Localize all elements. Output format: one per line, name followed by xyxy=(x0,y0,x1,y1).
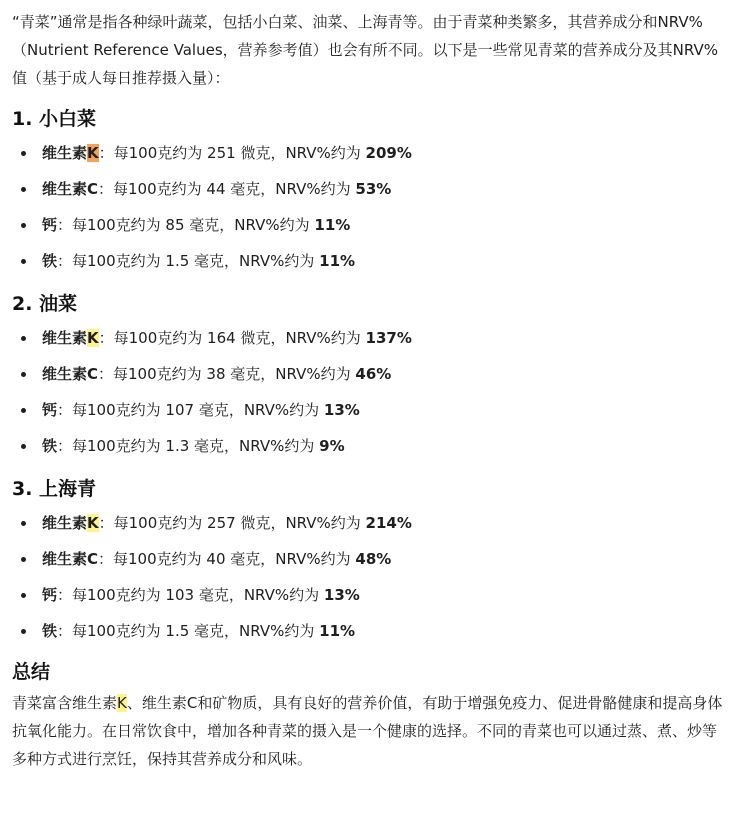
nutrient-name: 铁 xyxy=(42,622,58,640)
list-item xyxy=(12,356,723,392)
highlight-mark-active[interactable]: K xyxy=(87,144,99,162)
section-title: 2. 油菜 xyxy=(12,293,78,315)
nutrient-name: 维生素 xyxy=(42,329,88,347)
section-title: 1. 小白菜 xyxy=(12,108,97,130)
summary-title: 总结 xyxy=(12,661,51,683)
nutrient-detail: ：每100克约为 251 微克，NRV%约为 xyxy=(98,144,366,162)
nutrient-name: 维生素C xyxy=(42,365,99,383)
nrv-percent: 46% xyxy=(355,365,392,383)
list-item xyxy=(12,505,723,541)
nutrient-detail: ：每100克约为 85 毫克，NRV%约为 xyxy=(57,216,315,234)
section-youcai xyxy=(12,291,723,464)
summary-paragraph xyxy=(12,689,723,773)
intro-paragraph: “青菜”通常是指各种绿叶蔬菜，包括小白菜、油菜、上海青等。由于青菜种类繁多，其营养成分和NRV%（Nutrient Reference Values，营养参考值）也会有所不同。以下是一些常见青菜的营养成分及其NRV%值（基于成人每日推荐摄入量）： xyxy=(12,13,718,87)
highlight-mark[interactable]: K xyxy=(87,514,99,532)
list-item xyxy=(12,207,723,243)
nutrient-name: 钙 xyxy=(42,586,58,604)
nutrient-name: 钙 xyxy=(42,216,58,234)
highlight-mark[interactable]: K xyxy=(117,694,127,712)
nrv-percent: 9% xyxy=(319,437,345,455)
nrv-percent: 13% xyxy=(323,401,360,419)
list-item xyxy=(12,171,723,207)
section-xiaobaicai xyxy=(12,106,723,279)
summary-section xyxy=(12,659,723,773)
summary-text-rest: 、维生素C和矿物质，具有良好的营养价值，有助于增强免疫力、促进骨骼健康和提高身体抗氧化能力。在日常饮食中，增加各种青菜的摄入是一个健康的选择。不同的青菜也可以通过蒸、煮、炒等多种方式进行烹饪，保持其营养成分和风味。 xyxy=(12,694,723,768)
nrv-percent: 53% xyxy=(355,180,392,198)
nutrient-detail: ：每100克约为 38 毫克，NRV%约为 xyxy=(98,365,356,383)
list-item xyxy=(12,613,723,649)
nrv-percent: 209% xyxy=(365,144,412,162)
nutrient-detail: ：每100克约为 44 毫克，NRV%约为 xyxy=(98,180,356,198)
nutrient-detail: ：每100克约为 1.3 毫克，NRV%约为 xyxy=(57,437,320,455)
nutrient-detail: ：每100克约为 40 毫克，NRV%约为 xyxy=(98,550,356,568)
list-item xyxy=(12,243,723,279)
nutrient-name: 维生素 xyxy=(42,514,88,532)
nutrient-name: 钙 xyxy=(42,401,58,419)
nrv-percent: 48% xyxy=(355,550,392,568)
nutrient-name: 维生素 xyxy=(42,144,88,162)
nutrient-name: 维生素C xyxy=(42,180,99,198)
nutrient-detail: ：每100克约为 164 微克，NRV%约为 xyxy=(98,329,366,347)
list-item xyxy=(12,135,723,171)
nrv-percent: 13% xyxy=(323,586,360,604)
list-item xyxy=(12,428,723,464)
nutrient-name: 铁 xyxy=(42,252,58,270)
summary-text-start: 青菜富含维生素 xyxy=(12,694,118,712)
nrv-percent: 11% xyxy=(314,216,351,234)
nutrient-detail: ：每100克约为 1.5 毫克，NRV%约为 xyxy=(57,622,320,640)
section-shanghaiqing xyxy=(12,476,723,649)
nrv-percent: 214% xyxy=(365,514,412,532)
nutrient-list xyxy=(12,135,723,279)
section-title: 3. 上海青 xyxy=(12,478,97,500)
list-item xyxy=(12,392,723,428)
nutrient-name: 维生素C xyxy=(42,550,99,568)
nutrient-name: 铁 xyxy=(42,437,58,455)
nutrient-list xyxy=(12,320,723,464)
highlight-mark[interactable]: K xyxy=(87,329,99,347)
nrv-percent: 11% xyxy=(319,622,356,640)
nrv-percent: 137% xyxy=(365,329,412,347)
nutrient-list xyxy=(12,505,723,649)
nrv-percent: 11% xyxy=(319,252,356,270)
list-item xyxy=(12,320,723,356)
nutrient-detail: ：每100克约为 1.5 毫克，NRV%约为 xyxy=(57,252,320,270)
nutrient-detail: ：每100克约为 257 微克，NRV%约为 xyxy=(98,514,366,532)
list-item xyxy=(12,541,723,577)
list-item xyxy=(12,577,723,613)
nutrient-detail: ：每100克约为 103 毫克，NRV%约为 xyxy=(57,586,324,604)
nutrient-detail: ：每100克约为 107 毫克，NRV%约为 xyxy=(57,401,324,419)
